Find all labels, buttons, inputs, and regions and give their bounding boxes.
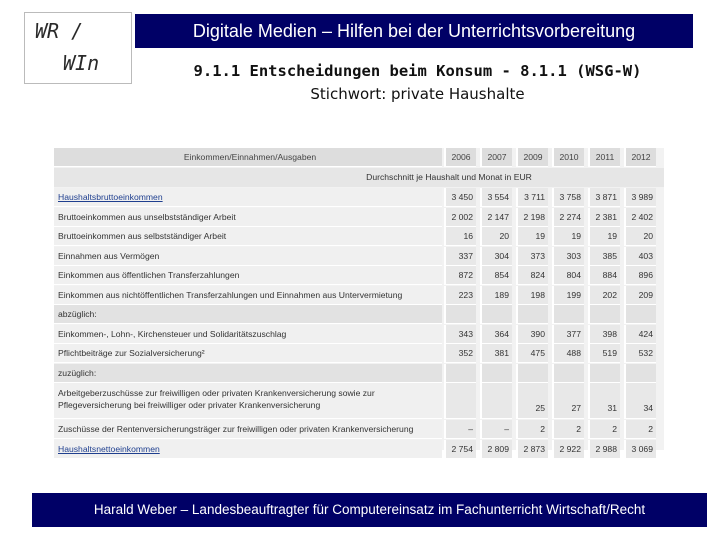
row-value: 189: [480, 286, 512, 305]
row-value: [444, 364, 476, 383]
row-value: 25: [516, 383, 548, 419]
row-value: [516, 364, 548, 383]
row-value: [588, 364, 620, 383]
row-value: 475: [516, 344, 548, 363]
row-label: Arbeitgeberzuschüsse zur freiwilligen oder privaten Krankenversicherung sowie zur Pflegeversicherung bei freiwilliger oder privater Krankenversicherung: [54, 383, 442, 419]
row-value: 884: [588, 266, 620, 285]
year-header: 2007: [480, 148, 512, 167]
row-value: 343: [444, 325, 476, 344]
row-value: 3 758: [552, 188, 584, 207]
logo-line-2: WIn: [63, 51, 100, 75]
row-value: 2 873: [516, 440, 548, 459]
row-value: 199: [552, 286, 584, 305]
year-header: 2010: [552, 148, 584, 167]
row-value: [552, 364, 584, 383]
row-label: Pflichtbeiträge zur Sozialversicherung²: [54, 344, 442, 363]
income-table: [54, 148, 664, 454]
subtitle-topic: 9.1.1 Entscheidungen beim Konsum - 8.1.1 (WSG-W): [193, 62, 642, 80]
row-label[interactable]: Haushaltsbruttoeinkommen: [54, 188, 442, 207]
table-row: [54, 440, 664, 459]
row-value: 209: [624, 286, 656, 305]
row-value: 198: [516, 286, 548, 305]
row-value: 19: [516, 227, 548, 246]
table-header-row: [54, 148, 664, 167]
row-label: abzüglich:: [54, 305, 442, 324]
row-value: 19: [588, 227, 620, 246]
row-value: 202: [588, 286, 620, 305]
row-value: 872: [444, 266, 476, 285]
year-header: 2012: [624, 148, 656, 167]
row-value: 2 402: [624, 208, 656, 227]
row-value: 2 147: [480, 208, 512, 227]
row-value: 3 554: [480, 188, 512, 207]
row-value: [444, 383, 476, 419]
row-value: [444, 305, 476, 324]
row-value: 16: [444, 227, 476, 246]
row-value: 20: [480, 227, 512, 246]
row-value: 2: [516, 420, 548, 439]
row-label[interactable]: Haushaltsnettoeinkommen: [54, 440, 442, 459]
row-value: 532: [624, 344, 656, 363]
row-label: Einnahmen aus Vermögen: [54, 247, 442, 266]
row-value: 3 450: [444, 188, 476, 207]
row-label: zuzüglich:: [54, 364, 442, 383]
logo-line-1: WR /: [35, 19, 84, 43]
row-value: 2 002: [444, 208, 476, 227]
row-value: 398: [588, 325, 620, 344]
row-value: 3 069: [624, 440, 656, 459]
row-value: 337: [444, 247, 476, 266]
row-value: 3 871: [588, 188, 620, 207]
row-value: 2: [624, 420, 656, 439]
row-value: 20: [624, 227, 656, 246]
row-value: 2 922: [552, 440, 584, 459]
row-value: 424: [624, 325, 656, 344]
table-row: [54, 266, 664, 285]
row-value: 377: [552, 325, 584, 344]
row-label: Bruttoeinkommen aus unselbstständiger Arbeit: [54, 208, 442, 227]
row-value: 2 381: [588, 208, 620, 227]
table-row: [54, 420, 664, 439]
row-value: 381: [480, 344, 512, 363]
row-value: 385: [588, 247, 620, 266]
row-value: 303: [552, 247, 584, 266]
row-label: Einkommen aus öffentlichen Transferzahlungen: [54, 266, 442, 285]
row-value: 34: [624, 383, 656, 419]
row-value: 2: [588, 420, 620, 439]
row-value: 824: [516, 266, 548, 285]
row-value: [588, 305, 620, 324]
row-value: [624, 305, 656, 324]
row-label: Bruttoeinkommen aus selbstständiger Arbeit: [54, 227, 442, 246]
row-value: [480, 305, 512, 324]
row-value: 2 754: [444, 440, 476, 459]
table-row: [54, 188, 664, 207]
row-value: –: [444, 420, 476, 439]
table-row: [54, 383, 664, 419]
table-subheader-row: [54, 168, 664, 187]
table-row: [54, 325, 664, 344]
year-header: 2009: [516, 148, 548, 167]
table-header-label: Einkommen/Einnahmen/Ausgaben: [54, 148, 442, 167]
page-title: Digitale Medien – Hilfen bei der Unterrichtsvorbereitung: [135, 14, 693, 48]
row-value: [516, 305, 548, 324]
logo: [24, 12, 132, 84]
row-value: 304: [480, 247, 512, 266]
table-subheader: Durchschnitt je Haushalt und Monat in EUR: [54, 168, 664, 187]
row-value: 2: [552, 420, 584, 439]
row-value: 2 988: [588, 440, 620, 459]
row-label: Einkommen aus nichtöffentlichen Transferzahlungen und Einnahmen aus Untervermietung: [54, 286, 442, 305]
table-row: [54, 247, 664, 266]
year-header: 2006: [444, 148, 476, 167]
table-row: [54, 305, 664, 324]
table-row: [54, 344, 664, 363]
table-row: [54, 227, 664, 246]
row-value: 390: [516, 325, 548, 344]
row-value: 373: [516, 247, 548, 266]
row-value: 854: [480, 266, 512, 285]
row-value: 223: [444, 286, 476, 305]
row-value: 488: [552, 344, 584, 363]
table-row: [54, 286, 664, 305]
row-value: 19: [552, 227, 584, 246]
row-value: [624, 364, 656, 383]
row-value: 2 809: [480, 440, 512, 459]
row-value: 896: [624, 266, 656, 285]
row-label: Zuschüsse der Rentenversicherungsträger zur freiwilligen oder privaten Krankenversicherung: [54, 420, 442, 439]
row-value: [480, 383, 512, 419]
row-value: 804: [552, 266, 584, 285]
row-value: –: [480, 420, 512, 439]
row-value: 3 711: [516, 188, 548, 207]
row-value: 403: [624, 247, 656, 266]
row-value: 519: [588, 344, 620, 363]
row-value: 364: [480, 325, 512, 344]
row-value: 27: [552, 383, 584, 419]
row-value: 352: [444, 344, 476, 363]
row-value: 31: [588, 383, 620, 419]
row-value: 2 274: [552, 208, 584, 227]
footer: Harald Weber – Landesbeauftragter für Computereinsatz im Fachunterricht Wirtschaft/Recht: [32, 493, 707, 527]
row-label: Einkommen-, Lohn-, Kirchensteuer und Solidaritätszuschlag: [54, 325, 442, 344]
row-value: 3 989: [624, 188, 656, 207]
subtitle-keyword: Stichwort: private Haushalte: [310, 85, 525, 103]
row-value: [552, 305, 584, 324]
row-value: 2 198: [516, 208, 548, 227]
row-value: [480, 364, 512, 383]
year-header: 2011: [588, 148, 620, 167]
table-row: [54, 208, 664, 227]
table-row: [54, 364, 664, 383]
